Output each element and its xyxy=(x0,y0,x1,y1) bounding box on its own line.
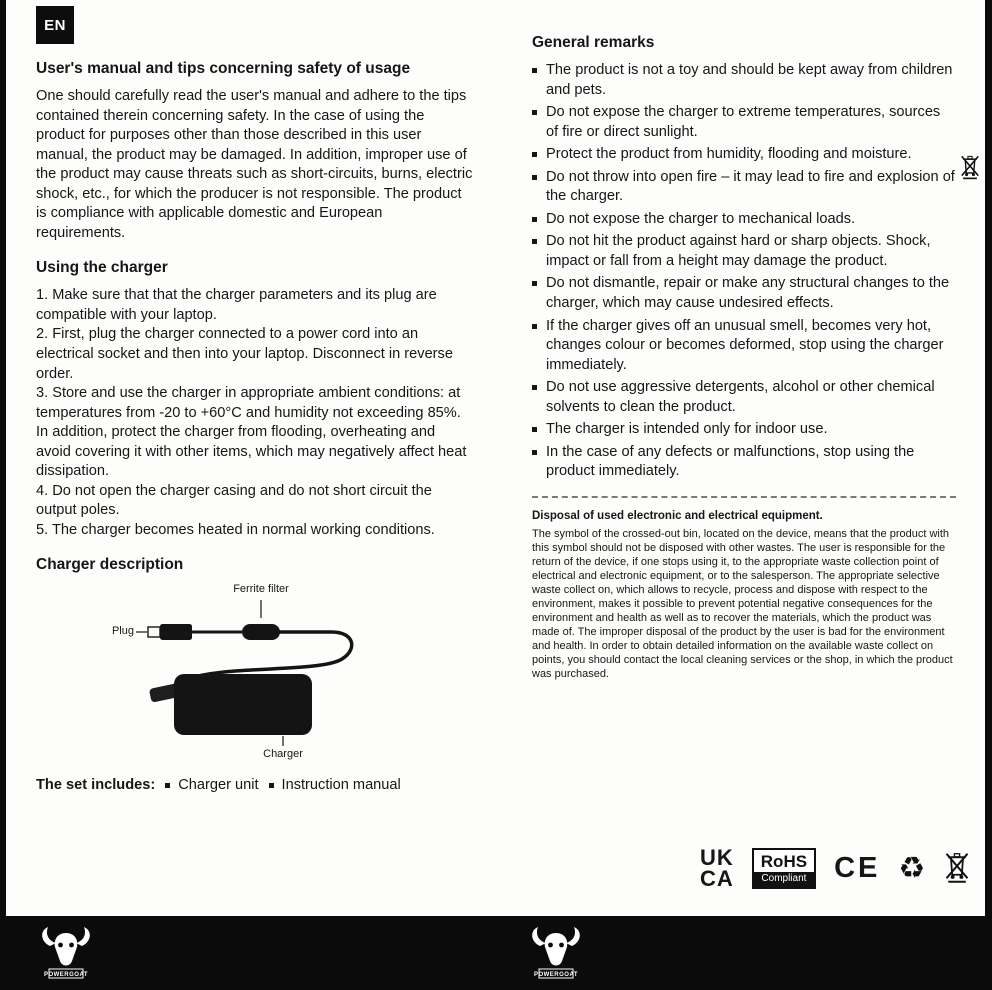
brand-text: POWERGOAT xyxy=(533,972,579,978)
ukca-bottom: CA xyxy=(700,865,734,891)
remark-text: Protect the product from humidity, flooding and moisture. xyxy=(546,146,912,163)
ferrite-filter-icon xyxy=(242,624,280,640)
rohs-label: RoHS xyxy=(754,850,814,872)
charger-diagram xyxy=(36,583,474,769)
heading-using-charger: Using the charger xyxy=(36,259,168,277)
remark-text: The product is not a toy and should be kept away from children and pets. xyxy=(546,62,953,98)
ukca-top: UK xyxy=(700,845,734,870)
set-item-label: Charger unit xyxy=(178,777,259,794)
step-item: 4. Do not open the charger casing and do not short circuit the output poles. xyxy=(36,482,432,519)
recycle-icon: ♻ xyxy=(898,851,926,885)
brand-text: POWERGOAT xyxy=(43,972,89,978)
plug-label: Plug xyxy=(111,625,134,638)
set-item xyxy=(165,777,258,793)
charger-label: Charger xyxy=(263,748,303,761)
remark-item xyxy=(532,274,956,313)
step-item: 3. Store and use the charger in appropriate ambient conditions: at temperatures from -20 to +60°C and humidity not exceeding 85%. In addition, protect the charger from flooding, overheating and avoid covering it with other items, which may negatively affect heat dissipation. xyxy=(36,385,467,480)
step-item: 1. Make sure that that the charger parameters and its plug are compatible with your laptop. xyxy=(36,287,437,323)
goat-skull-icon xyxy=(36,924,96,984)
plug-icon xyxy=(148,624,192,640)
charger-diagram-drawing xyxy=(36,583,474,769)
heading-charger-description: Charger description xyxy=(36,556,184,574)
set-includes xyxy=(36,777,474,793)
powergoat-logo xyxy=(526,924,586,984)
remark-item xyxy=(532,145,956,165)
remark-text: Do not throw into open fire – it may lead to fire and explosion of the charger. xyxy=(546,168,955,205)
remark-text: The charger is intended only for indoor use. xyxy=(546,421,828,438)
powergoat-logo xyxy=(36,924,96,984)
remark-text: Do not expose the charger to mechanical loads. xyxy=(546,210,856,227)
remark-item xyxy=(532,210,956,230)
remark-item xyxy=(532,420,956,440)
step-item: 5. The charger becomes heated in normal working conditions. xyxy=(36,521,435,538)
dashed-divider xyxy=(532,496,956,498)
goat-skull-icon xyxy=(526,924,586,984)
footer-bar xyxy=(0,916,992,990)
remark-item xyxy=(532,232,956,271)
rohs-badge xyxy=(752,848,816,889)
remark-item xyxy=(532,443,956,482)
heading-usage-safety: User's manual and tips concerning safety of usage xyxy=(36,60,411,77)
remark-text: Do not hit the product against hard or sharp objects. Shock, impact or fall from a height may damage the product. xyxy=(546,233,931,269)
set-item-label: Instruction manual xyxy=(281,777,401,794)
set-item xyxy=(269,777,401,793)
disposal-paragraph: The symbol of the crossed-out bin, located on the device, means that the product with this symbol should not be disposed with other wastes. The user is responsible for the return of the device, if one stops using it, to the appropriate waste collection point of electrical and electronic equipment, or to the salesperson. The appropriate selective waste collect on, which allows to recycle, process and dispose with respect to the environment, makes it possible to prevent potential negative consequences for the environment and health as well as to recover the materials, which the product was made of. The improper disposal of the product by the user is bad for the environment and health. In order to obtain detailed information on the available waste collect on points, you should contact the local cleaning services or the shop, in which the product was purchased. xyxy=(532,527,953,680)
remarks-list xyxy=(532,61,956,482)
right-column xyxy=(532,34,956,682)
crossed-bin-edge-icon xyxy=(959,152,981,185)
heading-general-remarks: General remarks xyxy=(532,34,655,51)
charger-brick-icon xyxy=(174,674,312,735)
remark-item xyxy=(532,61,956,100)
page-edge-left xyxy=(0,0,6,990)
remark-text: In the case of any defects or malfunctions, stop using the product immediately. xyxy=(546,443,915,480)
ce-mark: CE xyxy=(834,852,881,885)
remark-text: Do not use aggressive detergents, alcohol or other chemical solvents to clean the product. xyxy=(546,379,935,415)
ukca-mark xyxy=(700,845,734,891)
steps-list xyxy=(36,286,474,540)
page-edge-right xyxy=(985,0,992,990)
remark-text: Do not expose the charger to extreme temperatures, sources of fire or direct sunlight. xyxy=(546,104,941,140)
heading-disposal: Disposal of used electronic and electrical equipment. xyxy=(532,509,823,522)
rohs-compliant-label: Compliant xyxy=(754,872,814,887)
intro-paragraph: One should carefully read the user's manual and adhere to the tips contained therein concerning safety. In the case of using the product for purposes other than those described in this user manual, the product may be damaged. In addition, improper use of the product may cause threats such as short-circuits, burns, electric shock, etc., for which the producer is not responsible. The product is compliance with applicable domestic and European requirements. xyxy=(36,88,473,241)
remark-item xyxy=(532,378,956,417)
remark-text: Do not dismantle, repair or make any structural changes to the charger, which may cause undesired effects. xyxy=(546,275,950,312)
remark-item xyxy=(532,168,956,207)
language-badge xyxy=(36,6,74,44)
step-item: 2. First, plug the charger connected to a power cord into an electrical socket and then into your laptop. Disconnect in reverse order. xyxy=(36,326,453,382)
compliance-badges xyxy=(700,845,971,891)
set-includes-label: The set includes: xyxy=(36,777,156,794)
left-column xyxy=(36,60,474,793)
remark-item xyxy=(532,317,956,376)
remark-text: If the charger gives off an unusual smell, becomes very hot, changes colour or becomes deformed, stop using the charger immediately. xyxy=(546,317,944,373)
remark-item xyxy=(532,103,956,142)
language-badge-label: EN xyxy=(44,16,66,34)
ferrite-filter-label: Ferrite filter xyxy=(233,583,289,596)
crossed-bin-icon xyxy=(943,848,971,889)
